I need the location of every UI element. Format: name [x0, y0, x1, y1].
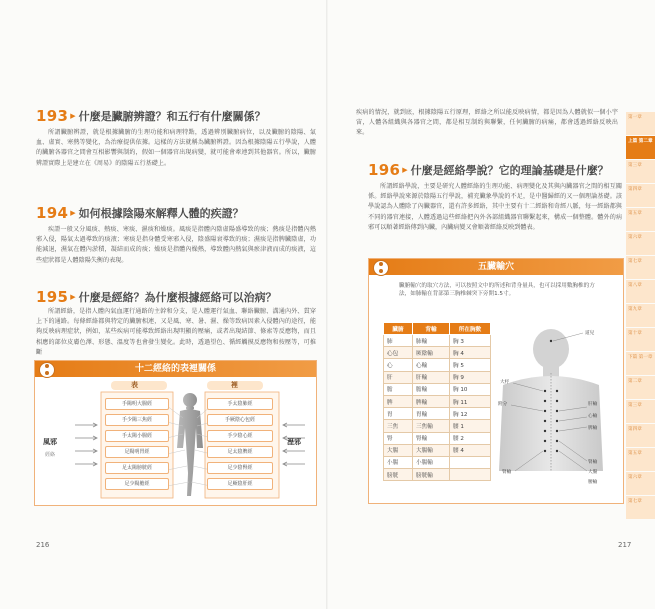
q194-body: 疾證一般又分風痰、熱痰、寒痰、濕痰和燥痰。風痰是指體內陰虛陽盛導致的痰；熱痰是指體內熱邪入侵，陽氣太過導致的痰液；寒痰是指身體受寒邪入侵，陰盛陽衰導致的痰；濕痰是指脾臟陰虛，功能減退，濕氣在體內淤積，凝結而成的痰；燥痰是指體內燥熱，導致體內熱氣與瘀津液而成的痰液，這些症狀都是人體陰陽失衡的表現。: [36, 226, 316, 264]
side-tab[interactable]: 第六章: [626, 232, 655, 255]
cell-viscera: 小腸: [384, 456, 413, 468]
q196-body: 所謂經絡學說，主要是研究人體經絡的生理功能、病理變化及其與內臟器官之間的相互關係。經絡學說來源於陰陽五行學說，補充臟象學說的不足，是中醫歸經的又一個理論基礎。該學說認為人體除了內臟器官，還有許多經絡，其中主要有十二經絡和奇經八脈，每一經絡都與不同的器官連接，人體透過這些經絡把內外各部組織器官聯繫起來，構成一個整體。體外的病邪可以順著經絡傳到內臟，內臟病變又會順著經絡反映到體表。: [368, 183, 622, 231]
q196-number: 196: [368, 161, 401, 179]
q193-heading: [36, 108, 266, 124]
right-page: [356, 0, 632, 609]
cell-back-shu: 胃輸: [413, 408, 450, 420]
cell-viscera: 胃: [384, 408, 413, 420]
table-row: [384, 420, 491, 432]
side-tab[interactable]: 第六章: [626, 472, 655, 495]
cell-viscera: 心包: [384, 347, 413, 359]
cell-viscera: 三焦: [384, 420, 413, 432]
inner-meridian-item: 足厥陰肝經: [207, 478, 273, 490]
cell-viscera: 脾: [384, 395, 413, 407]
cell-viscera: 膽: [384, 383, 413, 395]
cell-vertebra: 胸 9: [450, 371, 491, 383]
cell-vertebra: 腰 4: [450, 444, 491, 456]
arrow-icon: ▶: [70, 209, 76, 217]
th-vertebra: 所在胸數: [450, 323, 491, 335]
cell-vertebra: 胸 12: [450, 408, 491, 420]
outer-meridian-item: 手少陽三焦經: [105, 414, 169, 426]
outer-meridian-item: 足陽明胃經: [105, 446, 169, 458]
five-viscera-box: [368, 258, 624, 504]
inner-meridian-item: 手太陰肺經: [207, 398, 273, 410]
meridian-figure: [34, 360, 317, 506]
wind-evil-label: 風邪: [43, 438, 57, 446]
q193-number: 193: [36, 107, 69, 125]
left-page: [34, 0, 316, 609]
damp-evil-label: 溼邪: [287, 438, 301, 446]
human-figure: [177, 393, 203, 496]
table-row: [384, 395, 491, 407]
chapter-side-tabs: [626, 112, 655, 520]
table-row: [384, 371, 491, 383]
outer-meridian-item: 手陽明大腸經: [105, 398, 169, 410]
inner-meridian-item: 足少陰腎經: [207, 462, 273, 474]
cell-vertebra: 腰 1: [450, 420, 491, 432]
q195-title: 什麼是經絡？為什麼根據經絡可以治病？: [78, 291, 277, 304]
cell-back-shu: 肝輸: [413, 371, 450, 383]
side-tab[interactable]: 第七章: [626, 496, 655, 519]
outer-meridian-item: 足少陽膽經: [105, 478, 169, 490]
side-tab[interactable]: 第三章: [626, 160, 655, 183]
side-tab[interactable]: 上篇 第二章: [626, 136, 655, 159]
label-left-low: 腎輸: [502, 470, 512, 475]
label-right-a: 肝輸: [588, 402, 598, 407]
cell-vertebra: 胸 4: [450, 347, 491, 359]
table-row: [384, 432, 491, 444]
q195-heading: [36, 289, 277, 305]
q195-number: 195: [36, 288, 69, 306]
cell-back-shu: 膀胱輸: [413, 469, 450, 481]
arrow-icon: ▶: [402, 166, 408, 174]
meridian-sub-label: 經絡: [45, 452, 56, 458]
side-tab[interactable]: 第七章: [626, 256, 655, 279]
side-tab[interactable]: 第五章: [626, 448, 655, 471]
th-back-shu: 背輸: [413, 323, 450, 335]
side-tab[interactable]: 第四章: [626, 184, 655, 207]
cell-vertebra: 胸 3: [450, 335, 491, 347]
label-left-upper: 大杼: [500, 380, 510, 385]
page-number-left: 216: [36, 541, 50, 549]
table-row: [384, 383, 491, 395]
label-right-d: 腎輸: [588, 460, 598, 465]
side-tab[interactable]: 第四章: [626, 424, 655, 447]
table-row: [384, 359, 491, 371]
side-tab[interactable]: 第十章: [626, 328, 655, 351]
cell-back-shu: 厥陰輸: [413, 347, 450, 359]
cell-viscera: 大腸: [384, 444, 413, 456]
cell-viscera: 肺: [384, 335, 413, 347]
cell-viscera: 腎: [384, 432, 413, 444]
cell-viscera: 膀胱: [384, 469, 413, 481]
page-number-right: 217: [618, 541, 632, 549]
table-row: [384, 335, 491, 347]
left-arrows: [75, 423, 97, 466]
cell-back-shu: 小腸輸: [413, 456, 450, 468]
q194-number: 194: [36, 204, 69, 222]
table-row: [384, 444, 491, 456]
cell-viscera: 心: [384, 359, 413, 371]
th-viscera: 臟腑: [384, 323, 413, 335]
cell-vertebra: 腰 2: [450, 432, 491, 444]
side-tab[interactable]: 第五章: [626, 208, 655, 231]
gutter: [326, 0, 328, 609]
cell-vertebra: 胸 10: [450, 383, 491, 395]
label-left-mid: 附分: [498, 402, 508, 407]
q193-title: 什麼是臟腑辨證？和五行有什麼關係？: [78, 110, 266, 123]
inner-column-label: 裡: [231, 381, 238, 389]
side-tab[interactable]: 第二章: [626, 376, 655, 399]
q193-body: 所謂臟腑辨證，就是根據臟腑的生理功能和病理特點，透過辨別臟腑病位，以及臟腑的陰陽、氣血、虛實、寒熱等變化，為治療提供依據。這樣的方法就稱為臟腑辨證。因為根據陰陽五行學說，人體的臟腑各器官之間會互相影響與制約，假如一個器官出現病變，就可能會牽連到其他器官。所以，臟腑辨證實際上是建立在《周易》的陰陽五行基礎上。: [36, 129, 316, 167]
cell-back-shu: 三焦輸: [413, 420, 450, 432]
q194-title: 如何根據陰陽來解釋人體的疾證？: [78, 207, 244, 220]
q194-heading: [36, 205, 244, 221]
figure-title: 十二經絡的表裡關係: [134, 364, 216, 374]
outer-header-pill: [111, 381, 167, 390]
side-tab[interactable]: 第八章: [626, 280, 655, 303]
table-row: [384, 456, 491, 468]
inner-meridian-list: [207, 398, 273, 494]
box-title: 五臟輸穴: [477, 262, 514, 272]
table-row: [384, 347, 491, 359]
cell-back-shu: 肺輸: [413, 335, 450, 347]
label-top: 道兒: [585, 331, 595, 336]
label-right-b: 心輸: [588, 414, 598, 419]
outer-meridian-item: 足太陽膀胱經: [105, 462, 169, 474]
cell-vertebra: 胸 11: [450, 395, 491, 407]
table-row: [384, 469, 491, 481]
box-intro: 臟腑輸穴的取穴方法，可以按照文中的所述和背身量具，也可以採用數胸椎的方法，如肺輸在背部第三胸椎棘突下旁開1.5寸。: [399, 283, 595, 298]
label-right-low-b: 腰輸: [588, 480, 598, 485]
cell-back-shu: 腎輸: [413, 432, 450, 444]
cell-viscera: 肝: [384, 371, 413, 383]
cell-back-shu: 脾輸: [413, 395, 450, 407]
table-header-row: [384, 323, 491, 335]
q196-heading: [368, 162, 609, 178]
side-tab[interactable]: 下篇 第一章: [626, 352, 655, 375]
cell-back-shu: 心輸: [413, 359, 450, 371]
label-right-low-a: 大腸: [588, 470, 598, 475]
q195-body: 所謂經絡，是指人體內氣血運行通路的主幹和分支，是人體運行氣血、聯絡臟腑、溝通內外、貫穿上下的通路。每條經絡都與特定的臟腑相連，又是風、寒、暑、濕、燥等致病因素入侵體內的途徑，能夠反映病理症狀，例如，某些疾病可能導致經絡出現明顯的壓痛，或者出現結節、條索等反應物，而且相應的部位皮膚色澤、形態、溫度等也會發生變化。此時，透過望色、循經觸摸反應物和按壓等，可推斷: [36, 308, 316, 356]
side-tab[interactable]: 第三章: [626, 400, 655, 423]
arrow-icon: ▶: [70, 112, 76, 120]
label-right-c: 脾輸: [588, 426, 598, 431]
meridian-diagram: [35, 378, 316, 504]
inner-meridian-item: 手少陰心經: [207, 430, 273, 442]
q196-title: 什麼是經絡學說？它的理論基礎是什麼？: [410, 164, 609, 177]
continued-body: 疾病的情況，就到底，根據陰陽五行原理，經絡之所以能反映病情，都是因為人體就似一個小宇宙，人體各組織與各器官之間，都是相互制約與聯繫，任何臟腑的病痛，都會透過經絡反映出來。: [356, 109, 618, 137]
arrow-icon: ▶: [70, 293, 76, 301]
side-tab[interactable]: 第九章: [626, 304, 655, 327]
back-shu-table: [383, 322, 491, 481]
outer-meridian-list: [105, 398, 169, 494]
table-row: [384, 408, 491, 420]
outer-column-label: 表: [131, 381, 138, 389]
side-tab[interactable]: 第一章: [626, 112, 655, 135]
cell-back-shu: 大腸輸: [413, 444, 450, 456]
cell-back-shu: 膽輸: [413, 383, 450, 395]
inner-meridian-item: 手厥陰心包經: [207, 414, 273, 426]
cell-vertebra: 胸 5: [450, 359, 491, 371]
outer-meridian-item: 手太陽小腸經: [105, 430, 169, 442]
inner-meridian-item: 足太陰脾經: [207, 446, 273, 458]
